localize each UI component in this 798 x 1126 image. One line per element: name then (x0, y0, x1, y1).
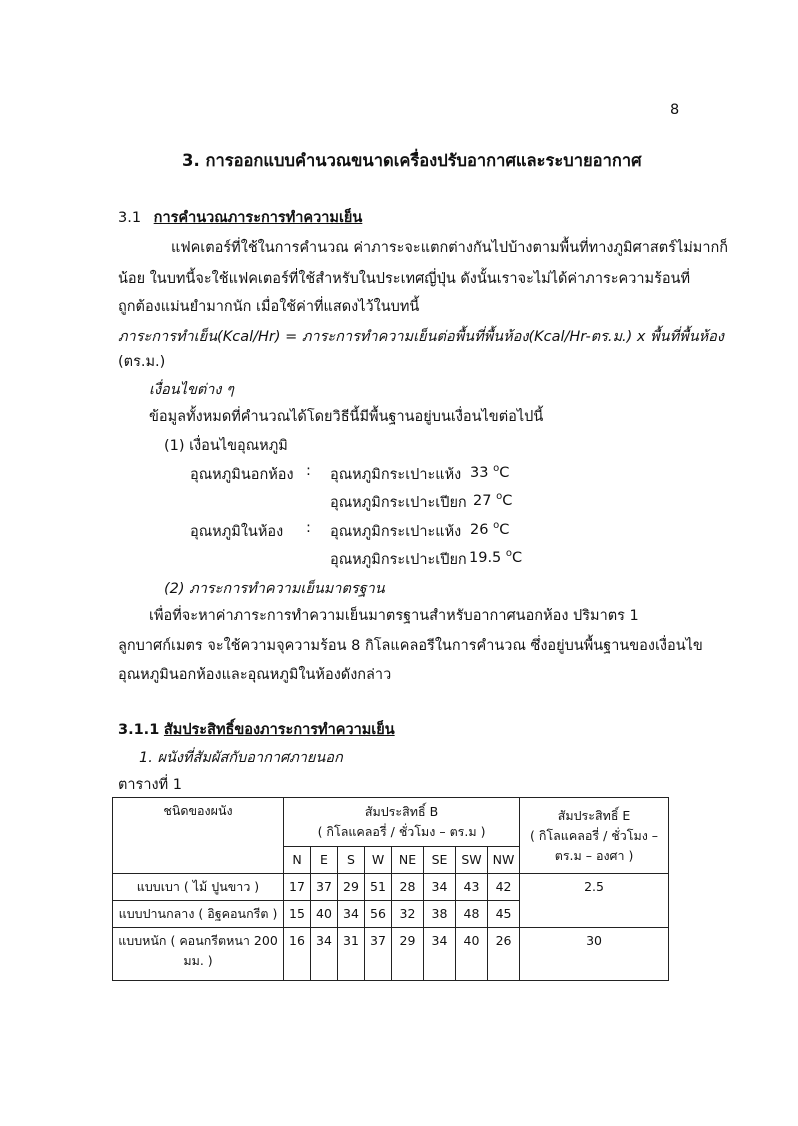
section-number: 3.1 (118, 210, 142, 226)
header-coef-e: สัมประสิทธิ์ E ( กิโลแคลอรี่ / ชั่วโมง – ตร.ม – องศา ) (520, 798, 669, 874)
value-cell: 29 (338, 874, 365, 901)
wall-type-cell: แบบปานกลาง ( อิฐคอนกรีต ) (113, 901, 284, 928)
indoor-label: อุณหภูมิในห้อง (190, 524, 284, 540)
header-direction: S (338, 847, 365, 874)
paragraph-line: อุณหภูมินอกห้องและอุณหภูมิในห้องดังกล่าว (118, 667, 392, 683)
value-cell: 43 (456, 874, 488, 901)
indoor-wet-value: 19.5 $^o$C (469, 548, 523, 566)
outdoor-label: อุณหภูมินอกห้อง (190, 467, 294, 483)
outdoor-dry-label: อุณหภูมิกระเปาะแห้ง (330, 467, 462, 483)
coef-e-cell: 2.5 (520, 874, 669, 928)
value-cell: 26 (488, 928, 520, 981)
table-row (113, 874, 669, 901)
header-direction: SW (456, 847, 488, 874)
header-direction: E (311, 847, 338, 874)
table-row (113, 928, 669, 981)
indoor-dry-label: อุณหภูมิกระเปาะแห้ง (330, 524, 462, 540)
outdoor-wet-label: อุณหภูมิกระเปาะเปียก (330, 495, 467, 511)
table-caption: ตารางที่ 1 (118, 777, 182, 793)
subsection-title: สัมประสิทธิ์ของภาระการทำความเย็น (163, 722, 395, 738)
list-item: 1. ผนังที่สัมผัสกับอากาศภายนอก (139, 750, 343, 766)
outdoor-dry-value: 33 $^o$C (470, 463, 510, 481)
value-cell: 16 (284, 928, 311, 981)
conditions-intro: ข้อมูลทั้งหมดที่คำนวณได้โดยวิธีนี้มีพื้นฐานอยู่บนเงื่อนไขต่อไปนี้ (149, 409, 544, 425)
value-cell: 48 (456, 901, 488, 928)
paragraph-line: แฟคเตอร์ที่ใช้ในการคำนวณ ค่าภาระจะแตกต่างกันไปบ้างตามพื้นที่ทางภูมิศาสตร์ไม่มากก็ (171, 240, 729, 256)
value-cell: 15 (284, 901, 311, 928)
value-cell: 32 (392, 901, 424, 928)
section-heading (118, 206, 362, 229)
value-cell: 31 (338, 928, 365, 981)
value-cell: 51 (365, 874, 392, 901)
header-direction: W (365, 847, 392, 874)
value-cell: 45 (488, 901, 520, 928)
value-cell: 42 (488, 874, 520, 901)
wall-type-cell: แบบเบา ( ไม้ ปูนขาว ) (113, 874, 284, 901)
formula-line: (ตร.ม.) (118, 354, 166, 370)
indoor-dry-value: 26 $^o$C (470, 520, 510, 538)
conditions-heading: เงื่อนไขต่าง ๆ (149, 382, 234, 398)
value-cell: 34 (311, 928, 338, 981)
coefficient-table (112, 797, 669, 981)
subsection-heading (118, 718, 395, 741)
header-direction: SE (424, 847, 456, 874)
subsection-number: 3.1.1 (118, 722, 160, 738)
paragraph-line: ถูกต้องแม่นยำมากนัก เมื่อใช้ค่าที่แสดงไว้ในบทนี้ (118, 299, 420, 315)
value-cell: 56 (365, 901, 392, 928)
header-direction: N (284, 847, 311, 874)
condition-2-title: (2) ภาระการทำความเย็นมาตรฐาน (164, 581, 385, 597)
value-cell: 28 (392, 874, 424, 901)
value-cell: 29 (392, 928, 424, 981)
wall-type-cell: แบบหนัก ( คอนกรีตหนา 200 มม. ) (113, 928, 284, 981)
colon: : (306, 520, 311, 536)
value-cell: 17 (284, 874, 311, 901)
header-direction: NE (392, 847, 424, 874)
formula-line: ภาระการทำเย็น(Kcal/Hr) = ภาระการทำความเย็นต่อพื้นที่พื้นห้อง(Kcal/Hr-ตร.ม.) x พื้นที่พื้นห้อง (118, 329, 724, 345)
value-cell: 34 (424, 874, 456, 901)
header-direction: NW (488, 847, 520, 874)
paragraph-line: ลูกบาศก์เมตร จะใช้ความจุความร้อน 8 กิโลแคลอรีในการคำนวณ ซึ่งอยู่บนพื้นฐานของเงื่อนไข (118, 638, 703, 654)
colon: : (306, 463, 311, 479)
value-cell: 34 (338, 901, 365, 928)
value-cell: 37 (365, 928, 392, 981)
section-title: การคำนวณภาระการทำความเย็น (153, 210, 363, 226)
value-cell: 37 (311, 874, 338, 901)
indoor-wet-label: อุณหภูมิกระเปาะเปียก (330, 552, 467, 568)
header-wall-type: ชนิดของผนัง (113, 798, 284, 874)
condition-1-title: (1) เงื่อนไขอุณหภูมิ (164, 438, 288, 454)
outdoor-wet-value: 27 $^o$C (473, 491, 513, 509)
value-cell: 40 (456, 928, 488, 981)
coef-e-cell: 30 (520, 928, 669, 981)
chapter-title: 3. การออกแบบคำนวณขนาดเครื่องปรับอากาศและระบายอากาศ (182, 151, 642, 170)
header-coef-b: สัมประสิทธิ์ B ( กิโลแคลอรี่ / ชั่วโมง – ตร.ม ) (284, 798, 520, 847)
page-number: 8 (670, 102, 680, 118)
paragraph-line: เพื่อที่จะหาค่าภาระการทำความเย็นมาตรฐานสำหรับอากาศนอกห้อง ปริมาตร 1 (149, 608, 639, 624)
value-cell: 34 (424, 928, 456, 981)
value-cell: 40 (311, 901, 338, 928)
paragraph-line: น้อย ในบทนี้จะใช้แฟคเตอร์ที่ใช้สำหรับในประเทศญี่ปุ่น ดังนั้นเราจะไม่ได้ค่าภาระความร้อนที่ (118, 271, 691, 287)
value-cell: 38 (424, 901, 456, 928)
